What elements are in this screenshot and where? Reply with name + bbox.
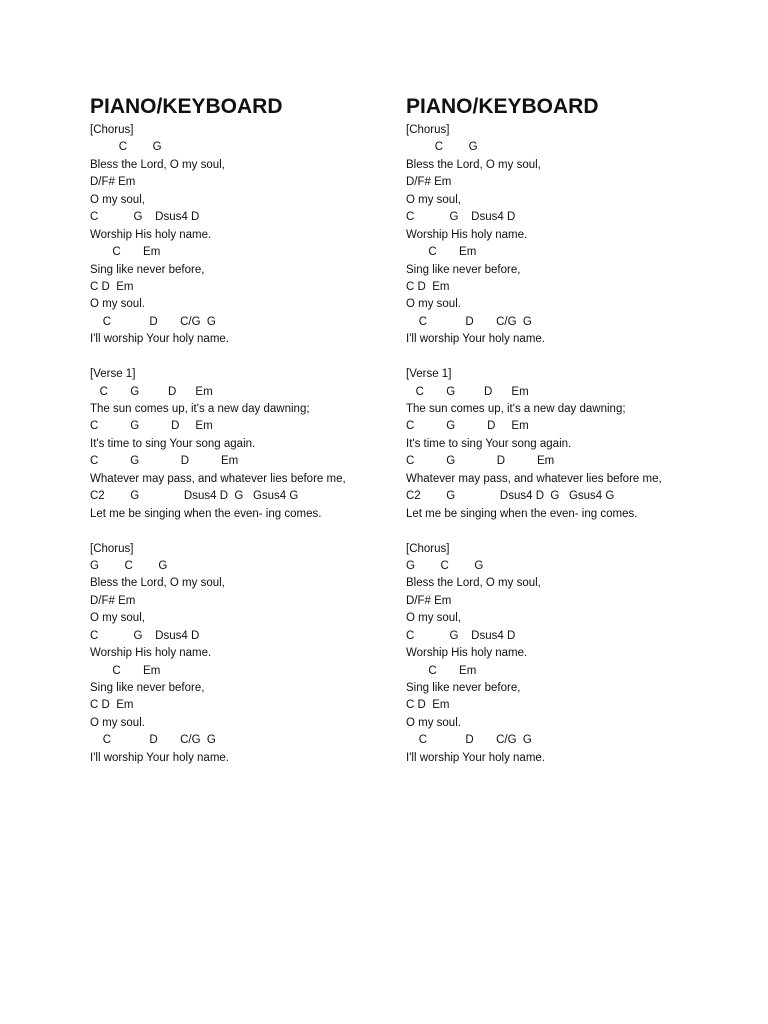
lyric-line: Worship His holy name.	[90, 228, 212, 241]
section-verse-1	[90, 366, 390, 523]
chord-line: C G D Em	[406, 385, 529, 398]
lyric-line: O my soul.	[406, 716, 461, 729]
chord-line: C D C/G G	[406, 734, 532, 747]
lyric-line: O my soul,	[406, 612, 461, 625]
chord-line: C D C/G G	[406, 315, 532, 328]
chord-line: D/F# Em	[406, 176, 452, 189]
chord-line: C2 G Dsus4 D G Gsus4 G	[406, 490, 615, 503]
spacer	[406, 523, 706, 540]
lyric-line: The sun comes up, it's a new day dawning;	[406, 403, 626, 415]
section-chorus-1	[90, 122, 390, 349]
lyric-line: Bless the Lord, O my soul,	[406, 577, 541, 590]
chord-line: C Em	[406, 664, 477, 677]
section-label: [Chorus]	[90, 124, 134, 136]
chord-line: C G Dsus4 D	[90, 211, 200, 224]
lyric-line: Sing like never before,	[90, 263, 205, 276]
lyric-line: Whatever may pass, and whatever lies before me,	[406, 472, 662, 485]
chord-line: C Em	[90, 664, 161, 677]
spacer	[90, 523, 390, 540]
section-chorus-1	[406, 122, 706, 349]
lyric-line: O my soul.	[90, 298, 145, 311]
chord-sheet-right	[406, 92, 706, 767]
lyric-line: O my soul.	[406, 298, 461, 311]
lyric-line: It's time to sing Your song again.	[90, 437, 256, 450]
chord-line: C D C/G G	[90, 315, 216, 328]
lyric-line: Bless the Lord, O my soul,	[90, 577, 225, 590]
lyric-line: I'll worship Your holy name.	[90, 333, 229, 346]
section-verse-1	[406, 366, 706, 523]
chord-line: G C G	[406, 559, 484, 572]
section-chorus-2	[406, 541, 706, 768]
chord-line: C D Em	[90, 699, 134, 712]
lyric-line: Sing like never before,	[406, 263, 521, 276]
lyric-line: Bless the Lord, O my soul,	[406, 158, 541, 171]
chord-line: C Em	[90, 246, 161, 259]
chord-line: C G D Em	[406, 455, 555, 468]
chord-line: C G D Em	[90, 385, 213, 398]
section-label: [Verse 1]	[406, 368, 452, 381]
section-chorus-2	[90, 541, 390, 768]
lyric-line: O my soul,	[90, 612, 145, 625]
chord-line: C G D Em	[90, 420, 213, 433]
lyric-line: Let me be singing when the even- ing comes.	[406, 507, 638, 520]
chord-line: C G	[90, 141, 162, 154]
chord-line: D/F# Em	[90, 594, 136, 607]
chord-line: D/F# Em	[406, 594, 452, 607]
lyric-line: Bless the Lord, O my soul,	[90, 158, 225, 171]
chord-line: C G Dsus4 D	[406, 629, 516, 642]
section-label: [Verse 1]	[90, 368, 136, 381]
lyric-line: I'll worship Your holy name.	[406, 751, 545, 764]
lyric-line: O my soul,	[90, 193, 145, 206]
lyric-line: Worship His holy name.	[406, 647, 528, 660]
chord-line: C D C/G G	[90, 734, 216, 747]
lyric-line: Sing like never before,	[90, 682, 205, 695]
chord-sheet-left	[90, 92, 390, 767]
lyric-line: It's time to sing Your song again.	[406, 437, 572, 450]
lyric-line: Worship His holy name.	[90, 647, 212, 660]
section-label: [Chorus]	[90, 542, 134, 555]
sheet-title: PIANO/KEYBOARD	[406, 95, 599, 118]
chord-line: C D Em	[406, 699, 450, 712]
chord-line: C G D Em	[406, 420, 529, 433]
lyric-line: O my soul,	[406, 193, 461, 206]
lyric-line: I'll worship Your holy name.	[90, 751, 229, 764]
lyric-line: O my soul.	[90, 716, 145, 729]
chord-line: D/F# Em	[90, 176, 136, 189]
lyric-line: The sun comes up, it's a new day dawning;	[90, 403, 310, 415]
section-label: [Chorus]	[406, 542, 450, 555]
chord-line: C2 G Dsus4 D G Gsus4 G	[90, 490, 299, 503]
chord-line: C G D Em	[90, 455, 239, 468]
chord-line: C D Em	[406, 280, 450, 293]
lyric-line: Let me be singing when the even- ing comes.	[90, 507, 322, 520]
chord-line: C D Em	[90, 280, 134, 293]
chord-line: C G Dsus4 D	[406, 211, 516, 224]
sheet-title: PIANO/KEYBOARD	[90, 95, 283, 118]
chord-line: C G Dsus4 D	[90, 629, 200, 642]
lyric-line: I'll worship Your holy name.	[406, 333, 545, 346]
chord-line: C G	[406, 141, 478, 154]
spacer	[406, 349, 706, 366]
spacer	[90, 349, 390, 366]
chord-line: C Em	[406, 246, 477, 259]
section-label: [Chorus]	[406, 124, 450, 136]
lyric-line: Worship His holy name.	[406, 228, 528, 241]
lyric-line: Whatever may pass, and whatever lies before me,	[90, 472, 346, 485]
chord-line: G C G	[90, 559, 168, 572]
lyric-line: Sing like never before,	[406, 682, 521, 695]
